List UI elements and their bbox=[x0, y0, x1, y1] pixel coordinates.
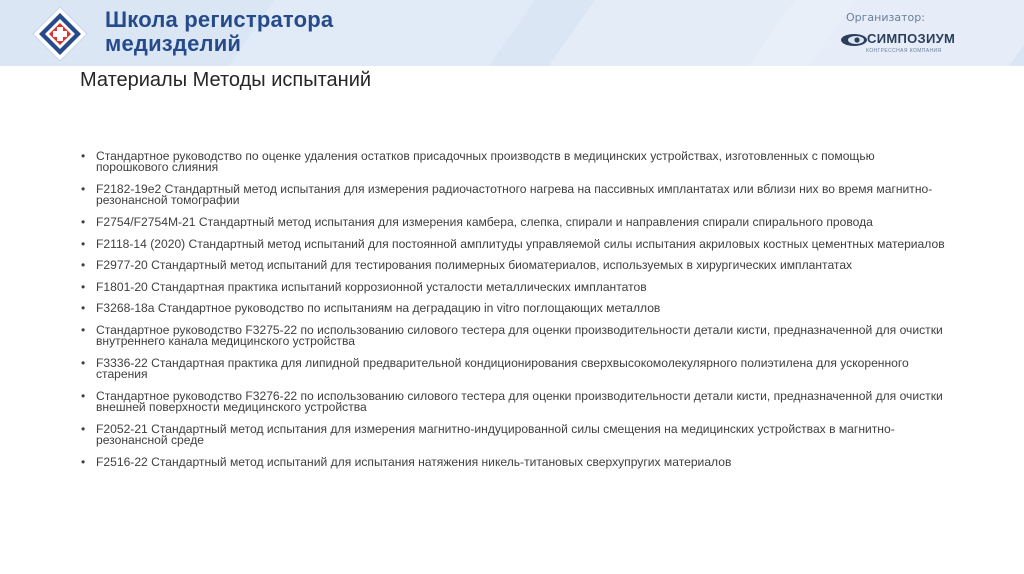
page-title: Материалы Методы испытаний bbox=[80, 69, 372, 91]
bullet-icon: • bbox=[81, 421, 86, 436]
list-item-text: F3268-18a Стандартное руководство по испытаниям на деградацию in vitro поглощающих металлов bbox=[96, 301, 661, 316]
list-item bbox=[80, 184, 950, 207]
brand-title bbox=[105, 8, 333, 56]
list-item bbox=[80, 260, 950, 271]
symposium-eye-icon bbox=[840, 33, 868, 47]
list-item bbox=[80, 421, 950, 448]
sponsor-logo bbox=[840, 31, 980, 57]
list-item bbox=[80, 279, 950, 294]
bullet-icon: • bbox=[81, 149, 86, 163]
list-item bbox=[80, 355, 950, 382]
standards-list bbox=[80, 151, 950, 479]
list-item-text: F2052-21 Стандартный метод испытания для измерения магнитно-индуцированной силы смещения на медицинских устройствах в магнитно-резонансной среде bbox=[96, 421, 895, 448]
list-item bbox=[80, 303, 950, 314]
medical-cross-diamond-icon bbox=[32, 6, 88, 62]
list-item-text: F2516-22 Стандартный метод испытаний для испытания натяжения никель-титановых сверхупругих материалов bbox=[96, 454, 732, 469]
bullet-icon: • bbox=[81, 182, 86, 196]
bullet-icon: • bbox=[81, 236, 86, 251]
bullet-icon: • bbox=[81, 322, 86, 337]
bullet-icon: • bbox=[81, 258, 86, 273]
bullet-icon: • bbox=[81, 454, 86, 469]
sponsor-name: СИМПОЗИУМ bbox=[867, 31, 956, 46]
list-item-text: F1801-20 Стандартная практика испытаний коррозионной усталости металлических имплантатов bbox=[96, 279, 647, 294]
list-item bbox=[80, 236, 950, 251]
list-item-text: Стандартное руководство по оценке удаления остатков присадочных производств в медицинских устройствах, изготовленных с помощью порошкового слияния bbox=[96, 149, 875, 175]
bullet-icon: • bbox=[81, 279, 86, 294]
header-banner bbox=[0, 0, 1024, 66]
list-item-text: F3336-22 Стандартная практика для липидной предварительной кондиционирования сверхвысокомолекулярного полиэтилена для ускоренного старения bbox=[96, 355, 909, 382]
bullet-icon: • bbox=[81, 215, 86, 229]
bullet-icon: • bbox=[81, 355, 86, 370]
list-item bbox=[80, 388, 950, 415]
list-item bbox=[80, 217, 950, 228]
organizer-label: Организатор: bbox=[846, 11, 925, 24]
list-item-text: F2754/F2754M-21 Стандартный метод испытания для измерения камбера, слепка, спирали и направления спирали спирального провода bbox=[96, 215, 873, 229]
list-item-text: F2182-19e2 Стандартный метод испытания для измерения радиочастотного нагрева на пассивных имплантатах или вблизи них во время магнитно-резонансной томографии bbox=[96, 182, 933, 208]
bullet-icon: • bbox=[81, 301, 86, 316]
brand-line-2: медизделий bbox=[105, 31, 242, 56]
brand-line-1: Школа регистратора bbox=[105, 7, 334, 32]
list-item-text: F2977-20 Стандартный метод испытаний для тестирования полимерных биоматериалов, используемых в хирургических имплантатах bbox=[96, 258, 853, 273]
bullet-icon: • bbox=[81, 388, 86, 403]
list-item-text: Стандартное руководство F3276-22 по использованию силового тестера для оценки производительности детали кисти, предназначенной для очистки внешней поверхности медицинского устройства bbox=[96, 388, 943, 415]
list-item-text: Стандартное руководство F3275-22 по использованию силового тестера для оценки производительности детали кисти, предназначенной для очистки внутреннего канала медицинского устройства bbox=[96, 322, 943, 349]
list-item bbox=[80, 322, 950, 349]
sponsor-subtitle: КОНГРЕССНАЯ КОМПАНИЯ bbox=[866, 48, 942, 54]
list-item bbox=[80, 454, 950, 469]
list-item bbox=[80, 151, 950, 174]
list-item-text: F2118-14 (2020) Стандартный метод испытаний для постоянной амплитуды управляемой силы испытания акриловых костных цементных материалов bbox=[96, 236, 945, 251]
